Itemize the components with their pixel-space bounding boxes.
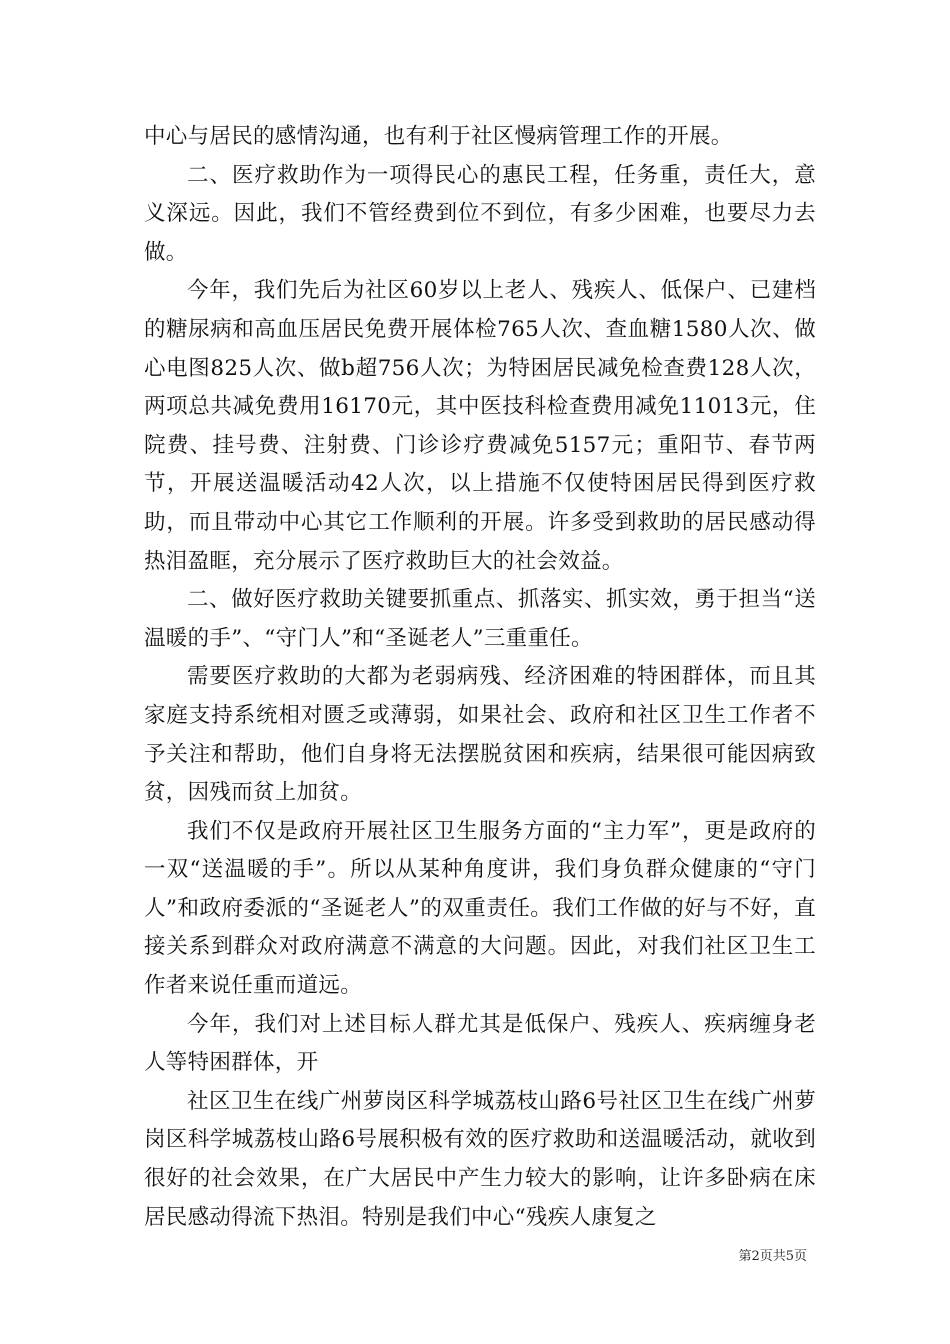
paragraph-8: 社区卫生在线广州萝岗区科学城荔枝山路6号社区卫生在线广州萝岗区科学城荔枝山路6号展积极有效的医疗救助和送温暖活动，就收到很好的社会效果，在广大居民中产生力较大的影响，让许多卧病在床居民感动得流下热泪。特别是我们中心“残疾人康复之: [144, 1088, 816, 1230]
paragraph-1: 中心与居民的感情沟通，也有利于社区慢病管理工作的开展。: [144, 124, 733, 149]
page-number: 第2页共5页: [738, 1249, 807, 1264]
paragraph-7: 今年，我们对上述目标人群尤其是低保户、残疾人、疾病缠身老人等特困群体，开: [144, 1011, 816, 1076]
paragraph-2: 二、医疗救助作为一项得民心的惠民工程，任务重，责任大，意义深远。因此，我们不管经费到位不到位，有多少困难，也要尽力去做。: [144, 162, 816, 265]
paragraph-5: 需要医疗救助的大都为老弱病残、经济困难的特困群体，而且其家庭支持系统相对匮乏或薄弱，如果社会、政府和社区卫生工作者不予关注和帮助，他们自身将无法摆脱贫困和疾病，结果很可能因病致贫，因残而贫上加贫。: [144, 664, 816, 806]
document-body: [144, 118, 816, 1237]
paragraph-3: 今年，我们先后为社区60岁以上老人、残疾人、低保户、已建档的糖尿病和高血压居民免费开展体检765人次、查血糖1580人次、做心电图825人次、做b超756人次；为特困居民减免检查费128人次，两项总共减免费用16170元，其中医技科检查费用减免11013元，住院费、挂号费、注射费、门诊诊疗费减免5157元；重阳节、春节两节，开展送温暖活动42人次，以上措施不仅使特困居民得到医疗救助，而且带动中心其它工作顺利的开展。许多受到救助的居民感动得热泪盈眶，充分展示了医疗救助巨大的社会效益。: [144, 278, 816, 574]
paragraph-4: 二、做好医疗救助关键要抓重点、抓落实、抓实效，勇于担当“送温暖的手”、“守门人”和“圣诞老人”三重重任。: [144, 587, 816, 651]
paragraph-6: 我们不仅是政府开展社区卫生服务方面的“主力军”，更是政府的一双“送温暖的手”。所以从某种角度讲，我们身负群众健康的“守门人”和政府委派的“圣诞老人”的双重责任。我们工作做的好与不好，直接关系到群众对政府满意不满意的大问题。因此，对我们社区卫生工作者来说任重而道远。: [144, 818, 816, 999]
